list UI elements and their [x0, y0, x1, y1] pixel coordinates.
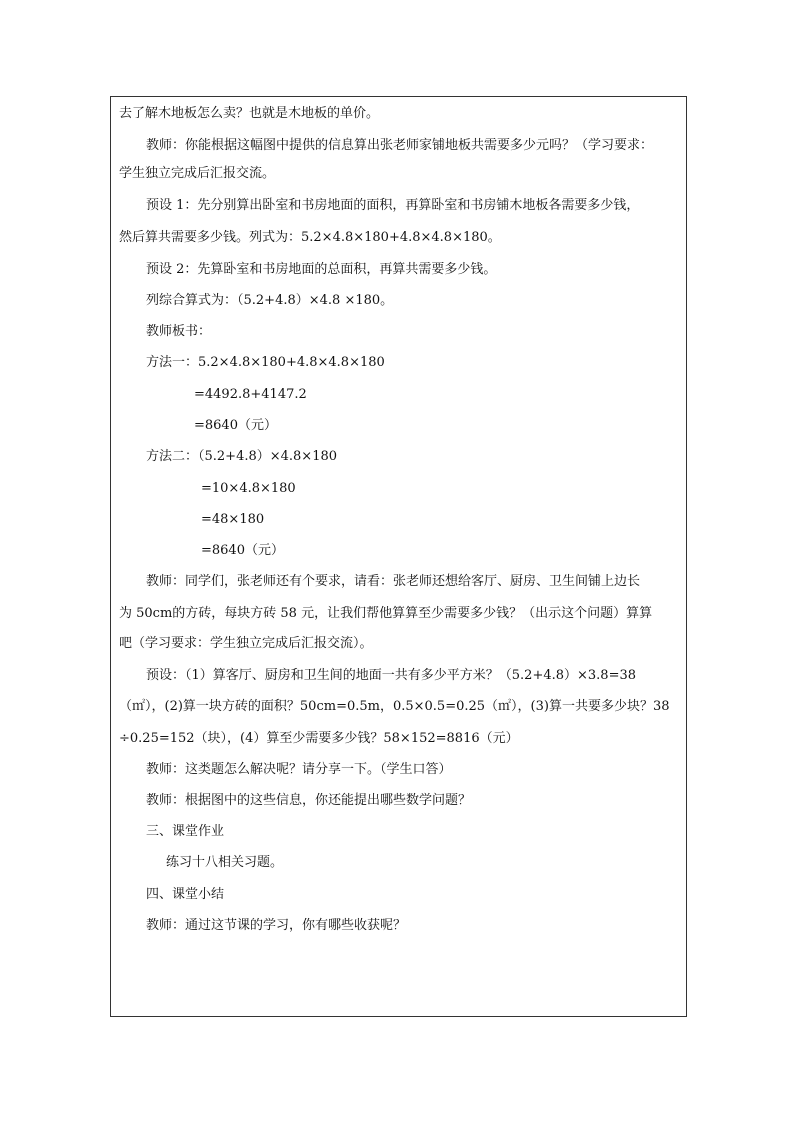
text-line-18: 吧（学习要求：学生独立完成后汇报交流）。 — [119, 636, 373, 651]
section-heading-classwork: 三、课堂作业 — [146, 824, 225, 839]
text-line-16: 教师：同学们，张老师还有个要求，请看：张老师还想给客厅、厨房、卫生间铺上边长 — [146, 574, 641, 589]
text-line-15: =8640（元） — [201, 543, 284, 558]
text-line-22: 教师：这类题怎么解决呢？请分享一下。（学生口答） — [146, 762, 452, 777]
text-line-23: 教师：根据图中的这些信息，你还能提出哪些数学问题？ — [146, 793, 472, 808]
text-line-6: 预设 2：先算卧室和书房地面的总面积，再算共需要多少钱。 — [146, 262, 497, 277]
text-line-27: 教师：通过这节课的学习，你有哪些收获呢？ — [146, 918, 407, 933]
text-line-14: =48×180 — [201, 512, 265, 527]
text-line-8: 教师板书： — [146, 324, 212, 339]
document-frame — [110, 96, 687, 1017]
text-line-4: 预设 1：先分别算出卧室和书房地面的面积，再算卧室和书房铺木地板各需要多少钱， — [146, 198, 640, 213]
text-line-2: 教师：你能根据这幅图中提供的信息算出张老师家铺地板共需要多少元吗？（学习要求： — [146, 138, 654, 153]
text-line-5: 然后算共需要多少钱。列式为：5.2×4.8×180+4.8×4.8×180。 — [119, 230, 501, 245]
text-line-19: 预设：（1）算客厅、厨房和卫生间的地面一共有多少平方米？（5.2+4.8）×3.8=38 — [146, 668, 637, 683]
text-line-3: 学生独立完成后汇报交流。 — [119, 166, 276, 181]
text-line-7: 列综合算式为：（5.2+4.8）×4.8 ×180。 — [146, 293, 394, 308]
section-heading-summary: 四、课堂小结 — [146, 887, 225, 902]
text-line-17: 为 50cm的方砖，每块方砖 58 元，让我们帮他算算至少需要多少钱？（出示这个问题）算算 — [119, 606, 653, 621]
text-line-13: =10×4.8×180 — [201, 481, 296, 496]
text-line-21: ÷0.25=152（块），(4）算至少需要多少钱？58×152=8816（元） — [119, 731, 519, 746]
text-line-20: （㎡），(2)算一块方砖的面积？50cm=0.5m，0.5×0.5=0.25（㎡），(3)算一共要多少块？38 — [119, 699, 670, 714]
text-line-25: 练习十八相关习题。 — [166, 855, 284, 870]
text-line-10: =4492.8+4147.2 — [194, 387, 307, 402]
text-line-9: 方法一：5.2×4.8×180+4.8×4.8×180 — [146, 355, 385, 370]
text-line-12: 方法二：（5.2+4.8）×4.8×180 — [146, 449, 338, 464]
text-line-11: =8640（元） — [194, 418, 277, 433]
text-line-1: 去了解木地板怎么卖？也就是木地板的单价。 — [119, 106, 380, 121]
